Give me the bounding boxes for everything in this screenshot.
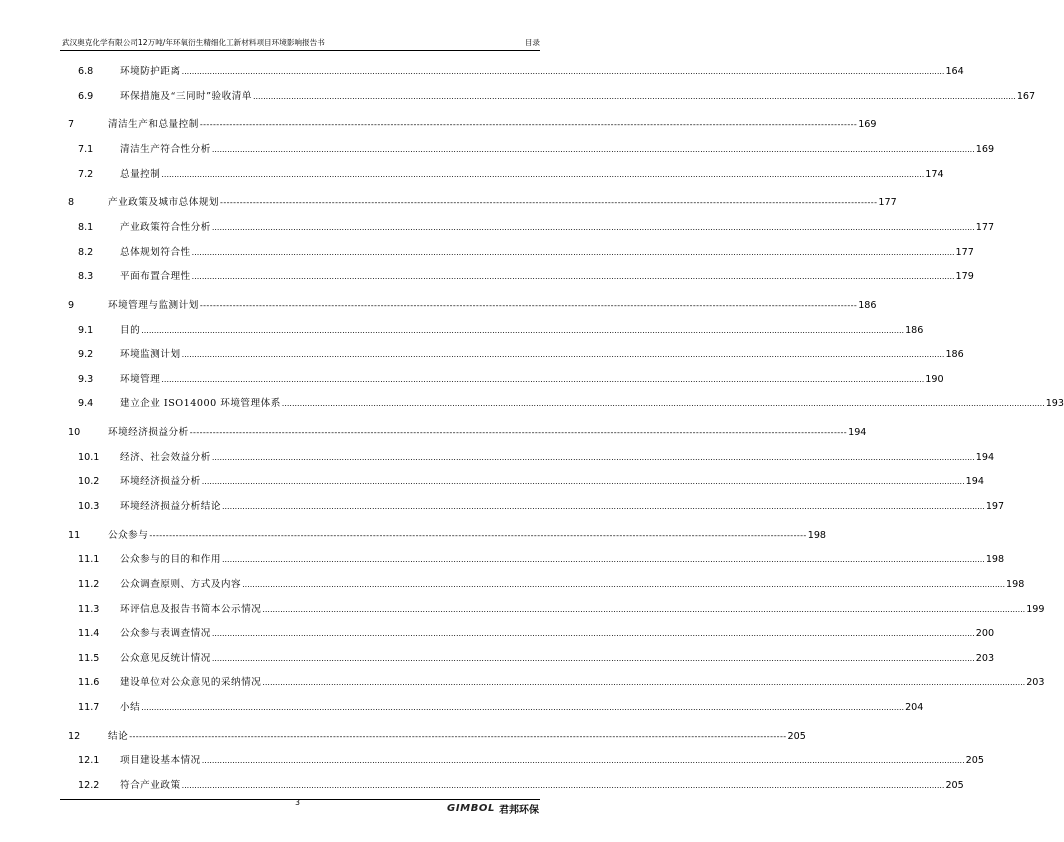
toc-section-entry[interactable] [60, 473, 984, 488]
toc-section-entry[interactable] [60, 449, 995, 463]
toc-entry-number: 8.3 [78, 271, 94, 283]
toc-leader: ............................................................................................................................................................................................................................................................................................................ [211, 145, 975, 154]
toc-chapter-entry[interactable] [60, 297, 877, 311]
toc-entry-page: 200 [975, 628, 995, 640]
toc-leader: -------------------------------------------------------------------------------------------------------------------------------------------------------------------------------------------------------- [189, 428, 848, 438]
toc-entry-number: 9.1 [78, 324, 94, 336]
toc-entry-number: 12.1 [78, 755, 100, 767]
toc-chapter-entry[interactable] [60, 728, 806, 742]
toc-entry-number: 11.5 [78, 652, 100, 664]
toc-section-entry[interactable] [60, 498, 1005, 512]
toc-leader: ............................................................................................................................................................................................................................................................................................................ [221, 502, 985, 511]
toc-entry-number: 8.2 [78, 246, 94, 258]
toc-section-entry[interactable] [60, 777, 964, 791]
toc-entry-number: 12.2 [78, 780, 100, 791]
toc-entry-number: 11.7 [78, 702, 100, 713]
toc-section-entry[interactable] [60, 244, 974, 258]
toc-entry-page: 169 [858, 119, 877, 131]
toc-entry-title: 项目建设基本情况 [120, 755, 201, 767]
toc-section-entry[interactable] [60, 63, 964, 77]
toc-entry-page: 203 [975, 652, 995, 664]
toc-section-entry[interactable] [60, 601, 1045, 615]
toc-leader: -------------------------------------------------------------------------------------------------------------------------------------------------------------------------------------------------------- [199, 301, 858, 310]
toc-entry-title: 环境管理与监测计划 [108, 300, 199, 311]
toc-entry-number: 8.1 [78, 222, 94, 233]
toc-leader: ............................................................................................................................................................................................................................................................................................................ [191, 247, 955, 257]
toc-entry-title: 产业政策符合性分析 [120, 222, 211, 233]
toc-entry-title: 环境经济损益分析 [108, 427, 189, 439]
toc-entry-title: 清洁生产和总量控制 [108, 119, 199, 131]
toc-entry-page: 190 [925, 373, 944, 385]
toc-section-entry[interactable] [60, 551, 1005, 566]
toc-entry-page: 194 [965, 476, 984, 488]
toc-leader: ............................................................................................................................................................................................................................................................................................................ [161, 169, 925, 179]
toc-entry-title: 目的 [120, 324, 141, 336]
toc-entry-number: 9.3 [78, 373, 94, 385]
toc-leader: ............................................................................................................................................................................................................................................................................................................ [262, 678, 1026, 688]
toc-entry-number: 10.1 [78, 451, 100, 463]
toc-section-entry[interactable] [60, 699, 924, 713]
toc-entry-page: 198 [807, 529, 827, 541]
toc-entry-title: 环境防护距离 [120, 66, 181, 77]
company-logo [447, 800, 539, 816]
toc-section-entry[interactable] [60, 346, 964, 361]
toc-leader: ............................................................................................................................................................................................................................................................................................................ [201, 477, 965, 487]
toc-entry-page: 174 [925, 168, 944, 180]
toc-entry-number: 10.2 [78, 476, 100, 488]
toc-entry-number: 6.9 [78, 90, 94, 102]
toc-entry-number: 11.6 [78, 677, 100, 689]
toc-leader: ............................................................................................................................................................................................................................................................................................................ [181, 781, 945, 790]
toc-entry-page: 164 [945, 66, 964, 77]
toc-entry-title: 公众参与表调查情况 [120, 628, 211, 640]
toc-entry-page: 205 [965, 755, 984, 767]
logo-chinese-text: 君邦环保 [499, 804, 539, 816]
toc-entry-title: 公众调查原则、方式及内容 [120, 579, 242, 590]
toc-entry-page: 177 [955, 246, 974, 258]
toc-section-entry[interactable] [60, 650, 995, 664]
toc-leader: ............................................................................................................................................................................................................................................................................................................ [252, 91, 1016, 101]
toc-entry-page: 194 [848, 427, 867, 439]
toc-chapter-entry[interactable] [60, 527, 827, 541]
toc-entry-number: 10 [68, 427, 81, 439]
toc-entry-number: 9.4 [78, 398, 94, 410]
toc-entry-page: 203 [1026, 677, 1045, 689]
header-rule [60, 50, 540, 51]
toc-leader: ............................................................................................................................................................................................................................................................................................................ [211, 452, 975, 462]
toc-entry-page: 169 [975, 144, 995, 155]
toc-leader: -------------------------------------------------------------------------------------------------------------------------------------------------------------------------------------------------------- [199, 120, 858, 130]
toc-entry-title: 产业政策及城市总体规划 [108, 197, 220, 209]
toc-entry-number: 7.2 [78, 168, 94, 180]
toc-leader: ............................................................................................................................................................................................................................................................................................................ [161, 374, 925, 384]
toc-entry-number: 11.4 [78, 628, 100, 640]
toc-entry-title: 公众参与 [108, 529, 149, 541]
toc-entry-title: 环境管理 [120, 373, 161, 385]
toc-section-entry[interactable] [60, 752, 984, 767]
toc-entry-page: 197 [985, 501, 1005, 512]
toc-leader: ............................................................................................................................................................................................................................................................................................................ [181, 350, 945, 360]
toc-entry-page: 204 [905, 702, 924, 713]
toc-leader: ............................................................................................................................................................................................................................................................................................................ [141, 703, 905, 712]
toc-entry-title: 小结 [120, 702, 141, 713]
toc-section-entry[interactable] [60, 371, 944, 385]
toc-entry-number: 11.3 [78, 603, 100, 615]
toc-entry-title: 公众意见反统计情况 [120, 652, 211, 664]
toc-leader: ............................................................................................................................................................................................................................................................................................................ [221, 555, 985, 565]
toc-section-entry[interactable] [60, 674, 1045, 689]
toc-entry-title: 公众参与的目的和作用 [120, 554, 221, 566]
toc-entry-title: 平面布置合理性 [120, 271, 191, 283]
toc-entry-number: 11.2 [78, 579, 100, 590]
toc-chapter-entry[interactable] [60, 116, 877, 131]
toc-entry-number: 11 [68, 529, 81, 541]
toc-entry-page: 186 [905, 324, 924, 336]
toc-entry-title: 建立企业 ISO14000 环境管理体系 [120, 398, 281, 410]
toc-entry-number: 11.1 [78, 554, 100, 566]
toc-section-entry[interactable] [60, 219, 995, 233]
toc-entry-page: 186 [858, 300, 877, 311]
toc-entry-title: 环境监测计划 [120, 349, 181, 361]
document-title: 武汉奥克化学有限公司12万吨/年环氧衍生精细化工新材料项目环境影响报告书 [62, 38, 325, 47]
toc-entry-title: 总量控制 [120, 168, 161, 180]
toc-entry-page: 194 [975, 451, 995, 463]
toc-leader: ............................................................................................................................................................................................................................................................................................................ [242, 580, 1006, 589]
toc-section-entry[interactable] [60, 268, 974, 283]
toc-entry-number: 7.1 [78, 144, 94, 155]
toc-entry-page: 205 [787, 730, 806, 742]
toc-leader: ............................................................................................................................................................................................................................................................................................................ [181, 67, 945, 76]
toc-entry-page: 177 [878, 197, 897, 209]
page-header [62, 37, 540, 51]
toc-entry-number: 7 [68, 119, 75, 131]
toc-entry-page: 205 [945, 780, 964, 791]
toc-section-entry[interactable] [60, 88, 1036, 102]
toc-section-entry[interactable] [60, 625, 995, 640]
toc-entry-number: 8 [68, 197, 75, 209]
toc-entry-page: 167 [1016, 90, 1036, 102]
logo-latin-text: GIMBOL [447, 802, 495, 814]
toc-entry-page: 193 [1045, 398, 1064, 410]
toc-entry-title: 环境经济损益分析结论 [120, 501, 221, 512]
toc-section-entry[interactable] [60, 395, 1064, 410]
toc-leader: ............................................................................................................................................................................................................................................................................................................ [211, 629, 975, 639]
toc-entry-title: 总体规划符合性 [120, 246, 191, 258]
page-number: 3 [295, 798, 300, 807]
toc-entry-title: 清洁生产符合性分析 [120, 144, 211, 155]
toc-leader: ............................................................................................................................................................................................................................................................................................................ [281, 399, 1045, 409]
toc-section-entry[interactable] [60, 166, 944, 180]
toc-entry-title: 经济、社会效益分析 [120, 451, 211, 463]
toc-section-entry[interactable] [60, 322, 924, 336]
toc-entry-number: 12 [68, 730, 81, 742]
toc-entry-title: 环境经济损益分析 [120, 476, 201, 488]
toc-entry-page: 198 [1006, 579, 1025, 590]
toc-entry-number: 9.2 [78, 349, 94, 361]
toc-entry-title: 环评信息及报告书简本公示情况 [120, 603, 262, 615]
toc-leader: ............................................................................................................................................................................................................................................................................................................ [141, 325, 905, 335]
toc-leader: ............................................................................................................................................................................................................................................................................................................ [211, 223, 975, 232]
section-label: 目录 [524, 38, 540, 47]
toc-entry-title: 建设单位对公众意见的采纳情况 [120, 677, 262, 689]
toc-entry-page: 186 [945, 349, 964, 361]
toc-entry-number: 9 [68, 300, 75, 311]
toc-chapter-entry[interactable] [60, 424, 867, 439]
toc-entry-page: 198 [985, 554, 1005, 566]
toc-entry-page: 177 [975, 222, 995, 233]
toc-leader: ............................................................................................................................................................................................................................................................................................................ [191, 272, 955, 282]
toc-entry-title: 符合产业政策 [120, 780, 181, 791]
toc-entry-number: 6.8 [78, 66, 94, 77]
toc-entry-page: 179 [955, 271, 974, 283]
toc-leader: ............................................................................................................................................................................................................................................................................................................ [201, 756, 965, 766]
toc-leader: -------------------------------------------------------------------------------------------------------------------------------------------------------------------------------------------------------- [220, 198, 878, 208]
toc-entry-title: 环保措施及“三同时”验收清单 [120, 90, 252, 102]
toc-leader: ............................................................................................................................................................................................................................................................................................................ [262, 604, 1026, 614]
toc-leader: -------------------------------------------------------------------------------------------------------------------------------------------------------------------------------------------------------- [149, 530, 807, 540]
toc-entry-number: 10.3 [78, 501, 100, 512]
toc-entry-page: 199 [1026, 603, 1045, 615]
toc-leader: ............................................................................................................................................................................................................................................................................................................ [211, 653, 975, 663]
toc-entry-title: 结论 [108, 730, 129, 742]
toc-leader: -------------------------------------------------------------------------------------------------------------------------------------------------------------------------------------------------------- [129, 731, 787, 741]
toc-chapter-entry[interactable] [60, 194, 897, 209]
toc-section-entry[interactable] [60, 141, 995, 155]
toc-section-entry[interactable] [60, 576, 1025, 590]
